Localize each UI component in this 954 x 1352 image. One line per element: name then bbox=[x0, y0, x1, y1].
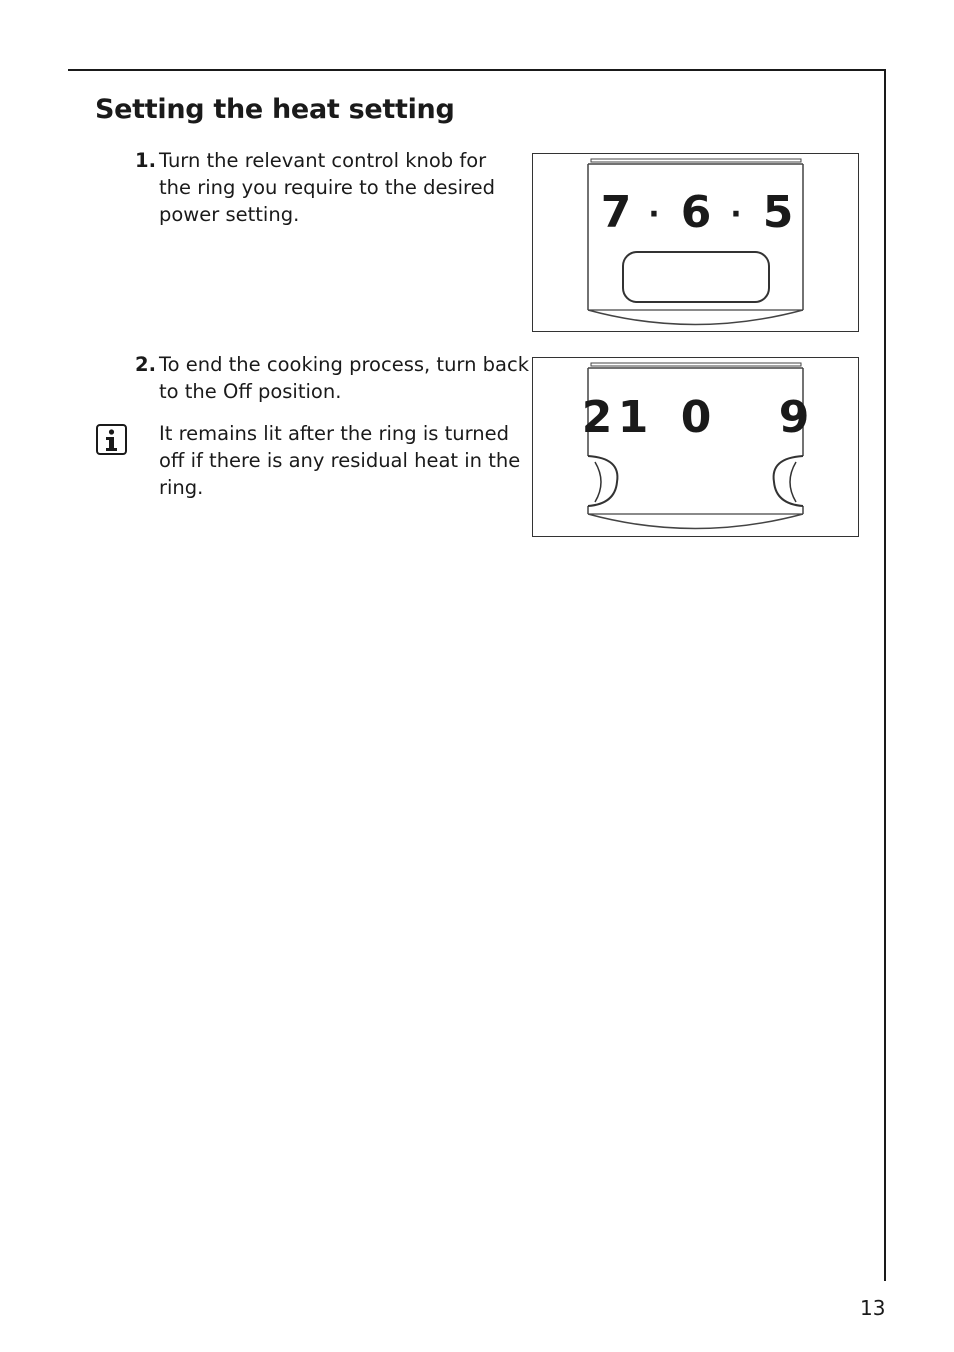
note-line-2: off if there is any residual heat in the bbox=[159, 449, 521, 472]
knob-figure-off bbox=[532, 357, 859, 537]
section-heading: Setting the heat setting bbox=[95, 94, 455, 125]
knob-dot-1: · bbox=[648, 197, 660, 232]
step-2-text bbox=[159, 351, 529, 405]
knob-digit-2: 2 bbox=[581, 392, 613, 443]
knob-dot-2: · bbox=[730, 197, 742, 232]
step-2-number: 2. bbox=[135, 353, 156, 376]
knob-digit-0: 0 bbox=[680, 392, 712, 443]
top-rule bbox=[68, 69, 886, 71]
step-1-text bbox=[159, 147, 495, 228]
knob-figure-setting bbox=[532, 153, 859, 332]
knob-digit-1: 1 bbox=[617, 392, 649, 443]
note-line-3: ring. bbox=[159, 476, 204, 499]
note-text bbox=[159, 420, 520, 501]
note-line-1: It remains lit after the ring is turned bbox=[159, 422, 510, 445]
step-1-line-3: power setting. bbox=[159, 203, 300, 226]
knob-digit-5: 5 bbox=[762, 187, 794, 238]
step-2-line-2: to the Off position. bbox=[159, 380, 342, 403]
knob-digit-9: 9 bbox=[778, 392, 810, 443]
step-1-line-1: Turn the relevant control knob for bbox=[159, 149, 487, 172]
step-2-line-1: To end the cooking process, turn back bbox=[159, 353, 529, 376]
page-number: 13 bbox=[860, 1296, 886, 1320]
info-icon bbox=[96, 424, 127, 455]
right-margin-rule bbox=[884, 69, 886, 1281]
knob-digit-6: 6 bbox=[680, 187, 712, 238]
step-1-number: 1. bbox=[135, 149, 156, 172]
knob-digit-7: 7 bbox=[600, 187, 632, 238]
step-1-line-2: the ring you require to the desired bbox=[159, 176, 496, 199]
